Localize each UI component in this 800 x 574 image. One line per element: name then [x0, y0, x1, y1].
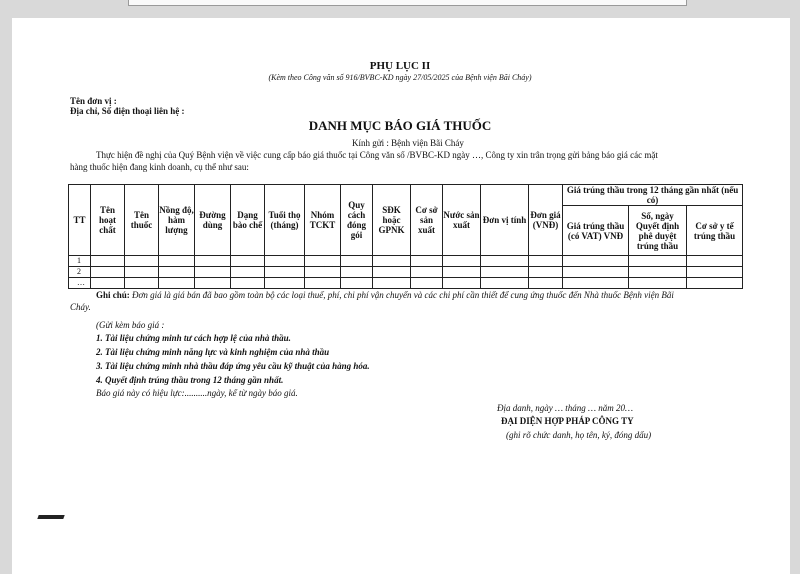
col-header-tckt-group: Nhóm TCKT — [305, 185, 341, 256]
row-number: … — [69, 278, 91, 289]
attachment-item: 3. Tài liệu chứng minh nhà thầu đáp ứng yêu cầu kỹ thuật của hàng hóa. — [96, 361, 370, 371]
appendix-title: PHỤ LỤC II — [369, 60, 431, 72]
col-header-shelf-life: Tuổi thọ (tháng) — [265, 185, 305, 256]
note-label: Ghi chú: — [96, 290, 130, 300]
col-header-winning-bid-group: Giá trúng thầu trong 12 tháng gần nhất (nếu có) — [563, 185, 743, 206]
col-header-winning-facility: Cơ sở y tế trúng thầu — [687, 206, 743, 256]
attachment-item: 2. Tài liệu chứng minh năng lực và kinh nghiệm của nhà thầu — [96, 347, 330, 357]
col-header-drug-name: Tên thuốc — [125, 185, 159, 256]
signature-title: ĐẠI DIỆN HỢP PHÁP CÔNG TY — [501, 416, 634, 426]
attachment-item: 1. Tài liệu chứng minh tư cách hợp lệ của nhà thầu. — [96, 333, 291, 343]
validity-line: Báo giá này có hiệu lực:..........ngày, kể từ ngày báo giá. — [96, 388, 298, 398]
recipient-line: Kính gửi : Bệnh viện Bãi Cháy — [352, 138, 464, 148]
col-header-active-ingredient: Tên hoạt chất — [91, 185, 125, 256]
col-header-unit: Đơn vị tính — [481, 185, 529, 256]
col-header-manufacturer: Cơ sở sản xuất — [411, 185, 443, 256]
place-date-line: Địa danh, ngày … tháng … năm 20… — [497, 403, 634, 413]
address-phone-label: Địa chỉ, Số điện thoại liên hệ : — [70, 106, 185, 116]
col-header-route: Đường dùng — [195, 185, 231, 256]
attachments-label: (Gửi kèm báo giá : — [96, 320, 165, 330]
note-continuation: Cháy. — [70, 302, 91, 312]
row-number: 1 — [69, 256, 91, 267]
col-header-concentration: Nồng độ, hàm lượng — [159, 185, 195, 256]
note-text: Đơn giá là giá bán đã bao gồm toàn bộ các loại thuế, phí, chi phí vận chuyển và các chi phí cần thiết để cung ứng thuốc đến Nhà thuốc Bệnh viện Bãi — [129, 290, 674, 300]
signature-hint: (ghi rõ chức danh, họ tên, ký, đóng dấu) — [506, 430, 652, 440]
document-heading: DANH MỤC BÁO GIÁ THUỐC — [308, 118, 492, 133]
col-header-decision-number: Số, ngày Quyết định phê duyệt trúng thầu — [629, 206, 687, 256]
col-header-unit-price: Đơn giá (VNĐ) — [529, 185, 563, 256]
col-header-country: Nước sản xuất — [443, 185, 481, 256]
table-row — [69, 256, 743, 267]
attachment-item: 4. Quyết định trúng thầu trong 12 tháng gần nhất. — [96, 375, 284, 385]
table-row — [69, 278, 743, 289]
col-header-registration: SĐK hoặc GPNK — [373, 185, 411, 256]
price-quote-table — [68, 184, 743, 289]
col-header-dosage-form: Dạng bào chế — [231, 185, 265, 256]
intro-line-1: Thực hiện đề nghị của Quý Bệnh viện về việc cung cấp báo giá thuốc tại Công văn số /BVBC-KD ngày …, Công ty xin trân trọng gửi bảng báo giá các mặt — [96, 150, 658, 160]
note-line — [96, 290, 674, 300]
col-header-packaging: Quy cách đóng gói — [341, 185, 373, 256]
unit-name-label: Tên đơn vị : — [70, 96, 117, 106]
scan-mark — [37, 515, 64, 519]
appendix-subtitle: (Kèm theo Công văn số 916/BVBC-KD ngày 27/05/2025 của Bệnh viện Bãi Cháy) — [268, 73, 532, 82]
intro-line-2: hàng thuốc hiện đang kinh doanh, cụ thể như sau: — [70, 162, 249, 172]
row-number: 2 — [69, 267, 91, 278]
col-header-tt: TT — [69, 185, 91, 256]
window-top-bar — [128, 0, 687, 6]
table-row — [69, 267, 743, 278]
col-header-winning-price: Giá trúng thầu (có VAT) VNĐ — [563, 206, 629, 256]
